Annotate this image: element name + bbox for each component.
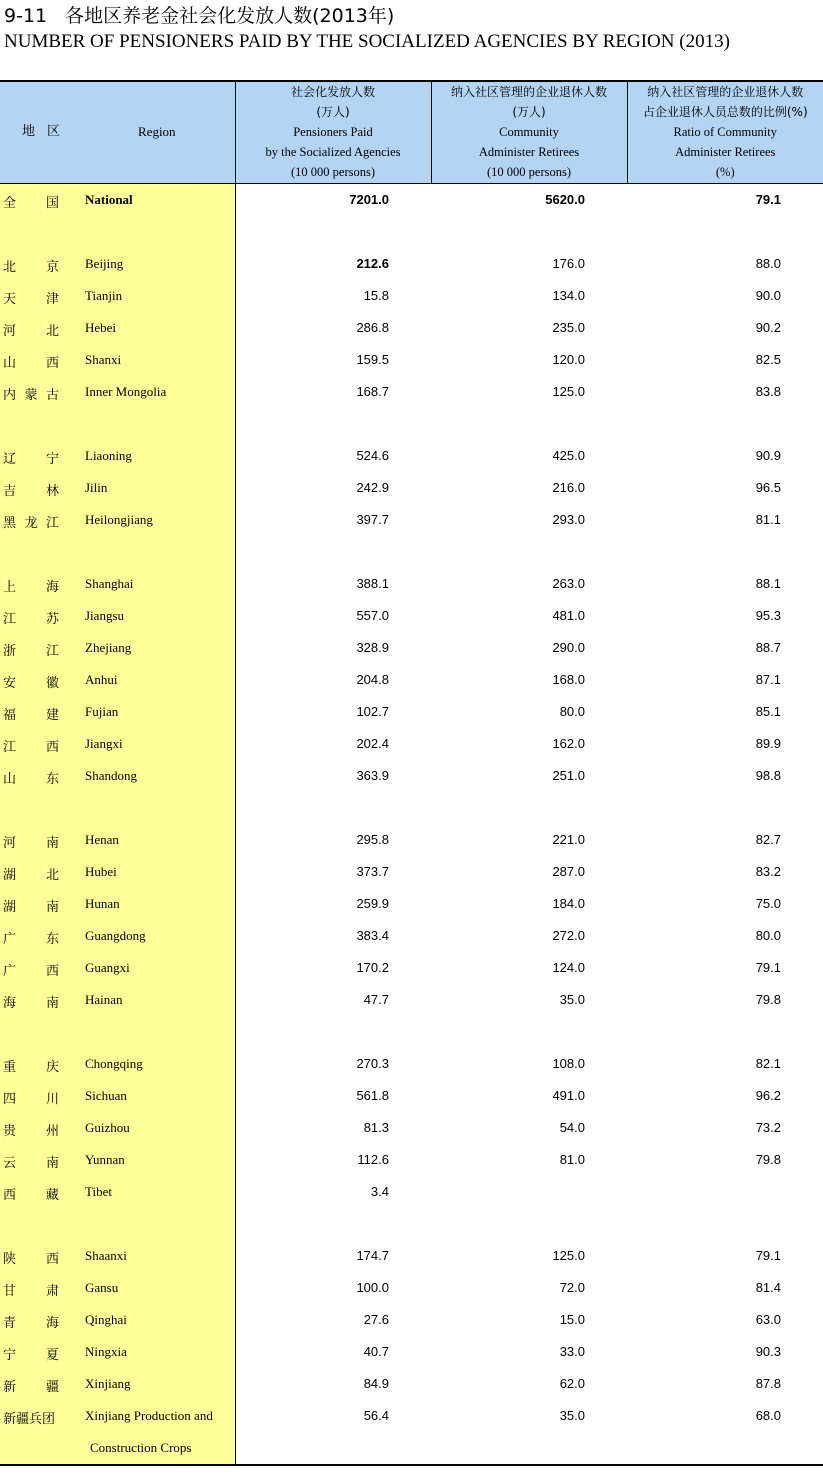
region-cell <box>0 824 235 856</box>
title-chinese <box>4 4 730 28</box>
table-row <box>0 888 823 920</box>
value-community-retirees <box>431 792 627 824</box>
header-region <box>0 81 235 183</box>
region-cell <box>0 728 235 760</box>
region-cell <box>0 920 235 952</box>
region-en: Tianjin <box>85 287 123 303</box>
region-cell <box>0 792 235 824</box>
region-cn: 贵 州 <box>3 1123 59 1139</box>
spacer-row <box>0 216 823 248</box>
region-cn: 安 徽 <box>3 675 59 691</box>
value-ratio: 79.8 <box>755 992 781 1007</box>
table-number: 9-11 <box>4 5 48 27</box>
value-ratio: 87.8 <box>755 1376 781 1391</box>
region-en: Tibet <box>85 1183 112 1199</box>
value-ratio: 81.4 <box>755 1280 781 1295</box>
region-en: National <box>85 191 133 207</box>
value-community-retirees <box>431 1016 627 1048</box>
value-community-retirees: 251.0 <box>552 768 585 783</box>
value-pensioners-paid: 524.6 <box>356 448 389 463</box>
region-en: Gansu <box>85 1279 119 1295</box>
region-en: Inner Mongolia <box>85 383 167 399</box>
region-en: Shanxi <box>85 351 122 367</box>
region-cn: 江 苏 <box>3 611 59 627</box>
value-pensioners-paid: 27.6 <box>363 1312 389 1327</box>
value-pensioners-paid: 159.5 <box>356 352 389 367</box>
value-ratio: 79.1 <box>755 192 781 207</box>
value-ratio: 82.1 <box>755 1056 781 1071</box>
value-community-retirees: 272.0 <box>552 928 585 943</box>
region-cn: 福 建 <box>3 707 59 723</box>
region-en: Yunnan <box>85 1151 125 1167</box>
header-a-line3: Pensioners Paid <box>293 125 373 140</box>
region-en: Shaanxi <box>85 1247 127 1263</box>
region-cn: 宁 夏 <box>3 1347 59 1363</box>
value-ratio: 90.3 <box>755 1344 781 1359</box>
value-pensioners-paid: 202.4 <box>356 736 389 751</box>
header-a-line5: (10 000 persons) <box>290 165 375 180</box>
value-ratio: 88.1 <box>755 576 781 591</box>
region-en: Guangdong <box>85 927 146 943</box>
header-ratio <box>627 81 823 183</box>
value-community-retirees: 124.0 <box>552 960 585 975</box>
spacer-row <box>0 536 823 568</box>
value-ratio: 96.5 <box>755 480 781 495</box>
value-ratio <box>627 408 823 440</box>
value-community-retirees: 72.0 <box>559 1280 585 1295</box>
region-en: Shanghai <box>85 575 134 591</box>
value-pensioners-paid: 7201.0 <box>349 192 389 207</box>
region-cell <box>0 472 235 504</box>
region-cell <box>0 1304 235 1336</box>
table-row <box>0 664 823 696</box>
value-pensioners-paid <box>235 1432 431 1465</box>
value-pensioners-paid: 100.0 <box>356 1280 389 1295</box>
value-pensioners-paid <box>235 536 431 568</box>
region-cn: 山 东 <box>3 771 59 787</box>
value-community-retirees <box>431 216 627 248</box>
region-cn: 内 蒙 古 <box>3 387 59 403</box>
value-pensioners-paid <box>235 216 431 248</box>
region-en: Jiangxi <box>85 735 123 751</box>
spacer-row <box>0 792 823 824</box>
value-community-retirees: 81.0 <box>559 1152 585 1167</box>
region-cn: 西 藏 <box>3 1187 59 1203</box>
table-row <box>0 376 823 408</box>
value-pensioners-paid: 102.7 <box>356 704 389 719</box>
region-cn: 浙 江 <box>3 643 59 659</box>
region-cell <box>0 1368 235 1400</box>
region-cell <box>0 632 235 664</box>
value-ratio <box>627 1176 823 1208</box>
region-cell <box>0 504 235 536</box>
region-en: Jiangsu <box>85 607 124 623</box>
table-row <box>0 472 823 504</box>
value-community-retirees: 491.0 <box>552 1088 585 1103</box>
region-en: Hebei <box>85 319 117 335</box>
value-community-retirees: 108.0 <box>552 1056 585 1071</box>
value-community-retirees: 35.0 <box>559 1408 585 1423</box>
value-community-retirees: 176.0 <box>552 256 585 271</box>
region-en: Fujian <box>85 703 119 719</box>
value-ratio: 83.2 <box>755 864 781 879</box>
value-community-retirees: 425.0 <box>552 448 585 463</box>
region-cn: 天 津 <box>3 291 59 307</box>
region-en: Henan <box>85 831 119 847</box>
header-c-line4: Administer Retirees <box>675 145 776 160</box>
region-cn: 湖 北 <box>3 867 59 883</box>
value-ratio: 82.5 <box>755 352 781 367</box>
region-en: Qinghai <box>85 1311 127 1327</box>
value-pensioners-paid: 561.8 <box>356 1088 389 1103</box>
value-pensioners-paid: 259.9 <box>356 896 389 911</box>
region-cell <box>0 1240 235 1272</box>
spacer-row <box>0 408 823 440</box>
region-cn: 海 南 <box>3 995 59 1011</box>
region-cn: 辽 宁 <box>3 451 59 467</box>
region-cell <box>0 1176 235 1208</box>
value-community-retirees: 134.0 <box>552 288 585 303</box>
value-ratio: 80.0 <box>755 928 781 943</box>
region-cell <box>0 1400 235 1432</box>
title-english: NUMBER OF PENSIONERS PAID BY THE SOCIALIZED AGENCIES BY REGION (2013) <box>4 31 730 52</box>
value-ratio: 75.0 <box>755 896 781 911</box>
value-pensioners-paid <box>235 792 431 824</box>
value-ratio <box>627 1432 823 1465</box>
region-en: Beijing <box>85 255 124 271</box>
table-row <box>0 1176 823 1208</box>
value-community-retirees: 125.0 <box>552 1248 585 1263</box>
header-b-line1: 纳入社区管理的企业退休人数 <box>450 85 607 100</box>
header-b-line5: (10 000 persons) <box>486 165 571 180</box>
region-cell <box>0 1432 235 1465</box>
region-cell <box>0 1112 235 1144</box>
value-community-retirees <box>431 536 627 568</box>
header-c-line5: (%) <box>715 165 735 180</box>
region-en: Hainan <box>85 991 123 1007</box>
region-cell <box>0 856 235 888</box>
value-ratio: 79.8 <box>755 1152 781 1167</box>
region-en: Heilongjiang <box>85 511 153 527</box>
region-cn: 全 国 <box>3 195 59 211</box>
value-community-retirees: 33.0 <box>559 1344 585 1359</box>
region-en: Hunan <box>85 895 120 911</box>
table-row <box>0 1336 823 1368</box>
value-pensioners-paid: 170.2 <box>356 960 389 975</box>
value-ratio: 68.0 <box>755 1408 781 1423</box>
value-community-retirees: 290.0 <box>552 640 585 655</box>
value-ratio: 79.1 <box>755 1248 781 1263</box>
region-cell <box>0 376 235 408</box>
region-cn: 四 川 <box>3 1091 59 1107</box>
value-pensioners-paid: 81.3 <box>363 1120 389 1135</box>
value-community-retirees: 184.0 <box>552 896 585 911</box>
value-ratio: 81.1 <box>755 512 781 527</box>
value-ratio: 90.9 <box>755 448 781 463</box>
region-en: Sichuan <box>85 1087 127 1103</box>
region-cn: 湖 南 <box>3 899 59 915</box>
value-pensioners-paid: 40.7 <box>363 1344 389 1359</box>
table-row <box>0 1240 823 1272</box>
value-pensioners-paid: 388.1 <box>356 576 389 591</box>
table-row <box>0 824 823 856</box>
header-b-line3: Community <box>499 125 559 140</box>
value-community-retirees: 168.0 <box>552 672 585 687</box>
value-ratio: 89.9 <box>755 736 781 751</box>
pension-table <box>0 80 823 1466</box>
value-community-retirees <box>431 1432 627 1465</box>
value-community-retirees: 221.0 <box>552 832 585 847</box>
region-cell <box>0 216 235 248</box>
value-community-retirees: 5620.0 <box>545 192 585 207</box>
table-row <box>0 1272 823 1304</box>
table-row <box>0 600 823 632</box>
value-community-retirees: 125.0 <box>552 384 585 399</box>
value-community-retirees: 162.0 <box>552 736 585 751</box>
value-pensioners-paid: 383.4 <box>356 928 389 943</box>
value-pensioners-paid <box>235 1208 431 1240</box>
region-cn: 广 西 <box>3 963 59 979</box>
region-en: Construction Crops <box>90 1439 192 1455</box>
table-row <box>0 568 823 600</box>
region-cell <box>0 440 235 472</box>
table-row <box>0 952 823 984</box>
value-pensioners-paid: 557.0 <box>356 608 389 623</box>
value-community-retirees <box>431 408 627 440</box>
header-region-cn: 地区 <box>22 124 73 140</box>
value-pensioners-paid: 47.7 <box>363 992 389 1007</box>
table-row <box>0 504 823 536</box>
region-cell <box>0 1208 235 1240</box>
region-en: Ningxia <box>85 1343 127 1359</box>
table-row <box>0 728 823 760</box>
region-cell <box>0 1016 235 1048</box>
header-c-line2: 占企业退休人员总数的比例(%) <box>642 105 808 120</box>
value-ratio: 96.2 <box>755 1088 781 1103</box>
value-ratio <box>627 216 823 248</box>
region-cn: 上 海 <box>3 579 59 595</box>
region-cell <box>0 888 235 920</box>
table-row <box>0 248 823 280</box>
table-row <box>0 632 823 664</box>
value-community-retirees: 293.0 <box>552 512 585 527</box>
table-row <box>0 920 823 952</box>
value-community-retirees: 481.0 <box>552 608 585 623</box>
table-row <box>0 1144 823 1176</box>
value-ratio: 83.8 <box>755 384 781 399</box>
value-community-retirees: 120.0 <box>552 352 585 367</box>
region-cell <box>0 1048 235 1080</box>
value-pensioners-paid: 397.7 <box>356 512 389 527</box>
title-block <box>4 4 730 54</box>
table-row <box>0 1368 823 1400</box>
region-cell <box>0 1144 235 1176</box>
value-ratio: 88.7 <box>755 640 781 655</box>
value-ratio: 82.7 <box>755 832 781 847</box>
value-pensioners-paid: 328.9 <box>356 640 389 655</box>
value-ratio <box>627 1208 823 1240</box>
region-cn: 江 西 <box>3 739 59 755</box>
header-b-line2: (万人) <box>512 105 546 120</box>
region-cell <box>0 664 235 696</box>
value-ratio: 90.2 <box>755 320 781 335</box>
value-community-retirees: 287.0 <box>552 864 585 879</box>
header-community-retirees <box>431 81 627 183</box>
value-ratio: 98.8 <box>755 768 781 783</box>
region-en: Jilin <box>85 479 108 495</box>
value-ratio: 88.0 <box>755 256 781 271</box>
value-pensioners-paid: 15.8 <box>363 288 389 303</box>
value-pensioners-paid: 3.4 <box>370 1184 389 1199</box>
header-c-line1: 纳入社区管理的企业退休人数 <box>647 85 804 100</box>
table-row <box>0 984 823 1016</box>
region-cn: 陕 西 <box>3 1251 59 1267</box>
value-pensioners-paid: 174.7 <box>356 1248 389 1263</box>
table-body <box>0 183 823 1465</box>
table-row <box>0 1400 823 1432</box>
value-ratio <box>627 792 823 824</box>
region-en: Xinjiang <box>85 1375 131 1391</box>
header-b-line4: Administer Retirees <box>478 145 580 160</box>
region-cn: 青 海 <box>3 1315 59 1331</box>
header-row <box>0 81 823 183</box>
region-cn: 河 北 <box>3 323 59 339</box>
region-en: Guangxi <box>85 959 130 975</box>
header-c-line3: Ratio of Community <box>673 125 777 140</box>
value-pensioners-paid: 295.8 <box>356 832 389 847</box>
value-ratio <box>627 1016 823 1048</box>
region-cell <box>0 1272 235 1304</box>
value-pensioners-paid: 112.6 <box>357 1152 389 1167</box>
value-pensioners-paid: 168.7 <box>356 384 389 399</box>
header-a-line1: 社会化发放人数 <box>290 85 375 100</box>
value-pensioners-paid: 286.8 <box>356 320 389 335</box>
table-row <box>0 312 823 344</box>
region-en: Shandong <box>85 767 137 783</box>
region-cn: 新疆兵团 <box>3 1411 56 1427</box>
header-pensioners-paid <box>235 81 431 183</box>
value-community-retirees: 35.0 <box>559 992 585 1007</box>
value-pensioners-paid: 270.3 <box>356 1056 389 1071</box>
region-cn: 吉 林 <box>3 483 59 499</box>
region-cell <box>0 696 235 728</box>
header-a-line4: by the Socialized Agencies <box>265 145 401 160</box>
region-cell <box>0 312 235 344</box>
value-community-retirees: 62.0 <box>559 1376 585 1391</box>
region-en: Anhui <box>85 671 118 687</box>
value-community-retirees: 15.0 <box>559 1312 585 1327</box>
value-ratio: 87.1 <box>755 672 781 687</box>
region-cn: 重 庆 <box>3 1059 59 1075</box>
table-row <box>0 280 823 312</box>
region-cn: 山 西 <box>3 355 59 371</box>
value-pensioners-paid: 84.9 <box>363 1376 389 1391</box>
region-cn: 新 疆 <box>3 1379 59 1395</box>
table-row <box>0 183 823 216</box>
data-table <box>0 80 823 1466</box>
region-cell <box>0 344 235 376</box>
region-cell <box>0 280 235 312</box>
region-cn: 云 南 <box>3 1155 59 1171</box>
value-pensioners-paid: 204.8 <box>356 672 389 687</box>
table-row <box>0 696 823 728</box>
region-cn: 北 京 <box>3 259 59 275</box>
region-cn: 广 东 <box>3 931 59 947</box>
value-community-retirees: 216.0 <box>552 480 585 495</box>
value-ratio: 85.1 <box>755 704 781 719</box>
table-row <box>0 856 823 888</box>
value-community-retirees: 54.0 <box>559 1120 585 1135</box>
table-row <box>0 344 823 376</box>
value-ratio: 73.2 <box>755 1120 781 1135</box>
table-row <box>0 440 823 472</box>
value-pensioners-paid: 242.9 <box>356 480 389 495</box>
region-cell <box>0 952 235 984</box>
region-cell <box>0 536 235 568</box>
region-cell <box>0 1336 235 1368</box>
region-cell <box>0 568 235 600</box>
header-a-line2: (万人) <box>316 105 350 120</box>
value-pensioners-paid <box>235 1016 431 1048</box>
region-cell <box>0 408 235 440</box>
region-en: Guizhou <box>85 1119 130 1135</box>
title-cn-text: 各地区养老金社会化发放人数(2013年) <box>65 5 395 27</box>
region-cell <box>0 1080 235 1112</box>
value-ratio: 63.0 <box>755 1312 781 1327</box>
table-row <box>0 1304 823 1336</box>
value-community-retirees <box>431 1208 627 1240</box>
value-pensioners-paid: 212.6 <box>356 256 389 271</box>
region-cell <box>0 248 235 280</box>
value-ratio: 90.0 <box>755 288 781 303</box>
value-ratio <box>627 536 823 568</box>
value-community-retirees: 80.0 <box>559 704 585 719</box>
spacer-row <box>0 1016 823 1048</box>
value-community-retirees: 235.0 <box>552 320 585 335</box>
table-row <box>0 760 823 792</box>
value-community-retirees: 263.0 <box>552 576 585 591</box>
table-row <box>0 1080 823 1112</box>
region-cell <box>0 183 235 216</box>
region-cn: 黑 龙 江 <box>3 515 59 531</box>
region-cn: 甘 肃 <box>3 1283 59 1299</box>
region-en: Liaoning <box>85 447 132 463</box>
value-pensioners-paid: 363.9 <box>356 768 389 783</box>
region-en: Chongqing <box>85 1055 143 1071</box>
value-pensioners-paid: 56.4 <box>363 1408 389 1423</box>
spacer-row <box>0 1208 823 1240</box>
region-cell <box>0 984 235 1016</box>
table-row <box>0 1432 823 1465</box>
value-ratio: 79.1 <box>755 960 781 975</box>
value-pensioners-paid <box>235 408 431 440</box>
region-cn: 河 南 <box>3 835 59 851</box>
region-cell <box>0 760 235 792</box>
region-cell <box>0 600 235 632</box>
region-en: Zhejiang <box>85 639 132 655</box>
table-row <box>0 1112 823 1144</box>
region-en: Xinjiang Production and <box>85 1407 213 1423</box>
region-en: Hubei <box>85 863 117 879</box>
header-region-en: Region <box>138 124 176 140</box>
value-ratio: 95.3 <box>755 608 781 623</box>
value-community-retirees <box>431 1176 627 1208</box>
value-pensioners-paid: 373.7 <box>356 864 389 879</box>
table-row <box>0 1048 823 1080</box>
